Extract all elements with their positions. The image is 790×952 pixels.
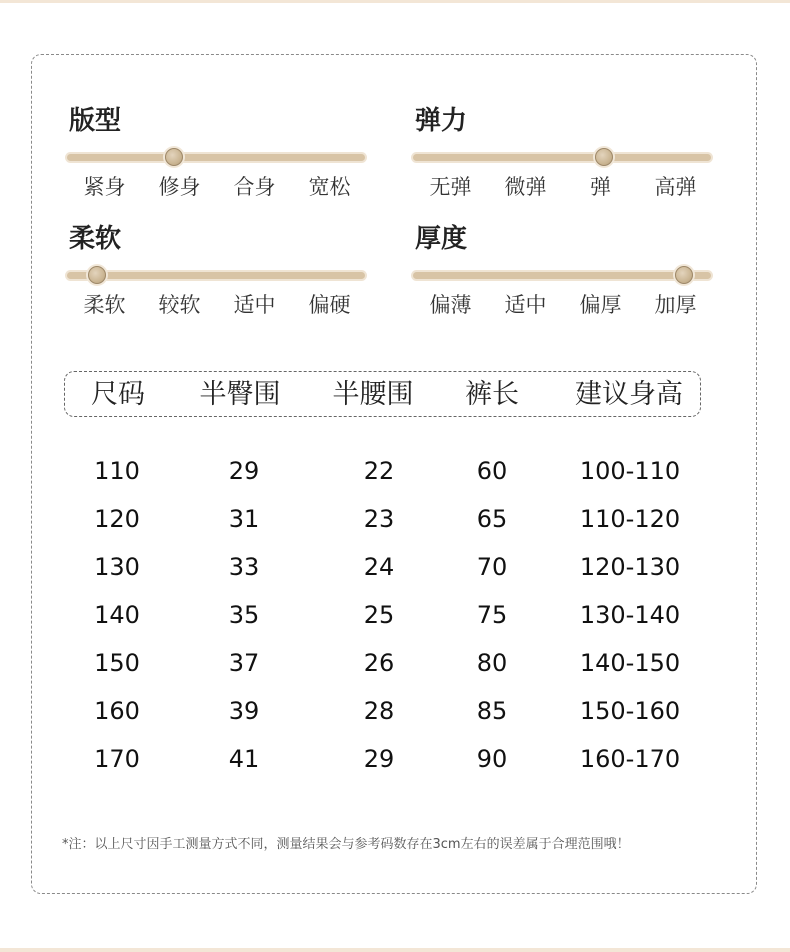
option-label: 无弹 [429,175,472,199]
cell-size: 120 [94,505,140,533]
header-size: 尺码 [91,379,145,410]
option-label: 合身 [233,175,276,199]
cell-height: 110-120 [579,505,681,533]
cell-hip: 29 [228,457,260,485]
option-label: 偏薄 [429,293,472,317]
table-row [0,504,790,534]
cell-waist: 29 [363,745,395,773]
attribute-track [67,154,365,161]
cell-height: 130-140 [579,601,681,629]
cell-waist: 25 [363,601,395,629]
option-label: 较软 [158,293,201,317]
option-label: 微弹 [504,175,547,199]
attribute-track [67,272,365,279]
attribute-options [413,290,713,320]
cell-height: 140-150 [579,649,681,677]
header-length: 裤长 [465,379,519,410]
cell-hip: 37 [228,649,260,677]
cell-length: 80 [476,649,508,677]
option-label: 适中 [233,293,276,317]
cell-length: 85 [476,697,508,725]
option-label: 紧身 [83,175,126,199]
attribute-options [413,172,713,202]
attribute-title: 弹力 [415,106,468,136]
cell-size: 160 [94,697,140,725]
measurement-note: *注：以上尺寸因手工测量方式不同，测量结果会与参考码数存在3cm左右的误差属于合理范围哦！ [62,837,630,852]
cell-waist: 28 [363,697,395,725]
attribute-title: 柔软 [69,224,122,254]
table-row [0,696,790,726]
cell-height: 120-130 [579,553,681,581]
cell-waist: 24 [363,553,395,581]
table-row [0,456,790,486]
header-hip: 半臀围 [199,379,281,410]
cell-size: 110 [94,457,140,485]
attribute-track [413,272,711,279]
header-waist: 半腰围 [332,379,414,410]
cell-length: 90 [476,745,508,773]
cell-size: 150 [94,649,140,677]
table-row [0,648,790,678]
cell-size: 140 [94,601,140,629]
attribute-track [413,154,711,161]
option-label: 适中 [504,293,547,317]
cell-waist: 23 [363,505,395,533]
cell-hip: 41 [228,745,260,773]
option-label: 修身 [158,175,201,199]
option-label: 柔软 [83,293,126,317]
cell-height: 150-160 [579,697,681,725]
option-label: 高弹 [654,175,697,199]
bottom-accent-bar [0,948,790,952]
cell-length: 75 [476,601,508,629]
option-label: 宽松 [308,175,351,199]
option-label: 加厚 [654,293,697,317]
attribute-options [67,290,367,320]
cell-length: 65 [476,505,508,533]
cell-length: 70 [476,553,508,581]
table-row [0,552,790,582]
option-label: 偏厚 [579,293,622,317]
cell-height: 160-170 [579,745,681,773]
cell-hip: 33 [228,553,260,581]
option-label: 弹 [590,175,611,199]
cell-size: 130 [94,553,140,581]
cell-waist: 22 [363,457,395,485]
table-row [0,744,790,774]
cell-size: 170 [94,745,140,773]
cell-hip: 35 [228,601,260,629]
cell-height: 100-110 [579,457,681,485]
option-label: 偏硬 [308,293,351,317]
cell-hip: 39 [228,697,260,725]
cell-length: 60 [476,457,508,485]
header-height: 建议身高 [575,379,683,410]
cell-waist: 26 [363,649,395,677]
attribute-title: 版型 [69,106,122,136]
table-row [0,600,790,630]
attribute-options [67,172,367,202]
attribute-knob [595,148,613,166]
cell-hip: 31 [228,505,260,533]
attribute-knob [88,266,106,284]
top-accent-bar [0,0,790,3]
attribute-title: 厚度 [415,224,468,254]
